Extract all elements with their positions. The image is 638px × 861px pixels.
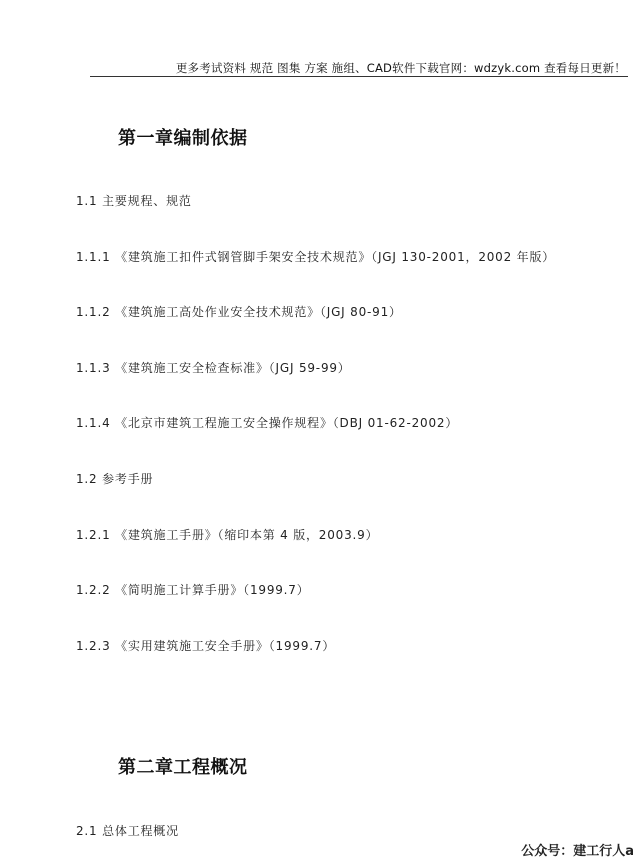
header-divider (90, 76, 628, 77)
section-1-2: 1.2 参考手册 (76, 472, 154, 486)
section-2-1: 2.1 总体工程概况 (76, 824, 179, 838)
item-1-2-3: 1.2.3 《实用建筑施工安全手册》（1999.7） (76, 639, 336, 653)
wechat-watermark: 公众号：建工行人a (521, 844, 634, 859)
item-1-1-2: 1.1.2 《建筑施工高处作业安全技术规范》（JGJ 80-91） (76, 305, 402, 319)
item-1-1-4: 1.1.4 《北京市建筑工程施工安全操作规程》（DBJ 01-62-2002） (76, 416, 459, 430)
chapter-1-title: 第一章编制依据 (118, 128, 248, 149)
item-1-2-2: 1.2.2 《简明施工计算手册》（1999.7） (76, 583, 310, 597)
item-1-1-3: 1.1.3 《建筑施工安全检查标准》（JGJ 59-99） (76, 361, 351, 375)
section-1-1: 1.1 主要规程、规范 (76, 194, 192, 208)
chapter-2-title: 第二章工程概况 (118, 757, 248, 778)
item-1-1-1: 1.1.1 《建筑施工扣件式钢管脚手架安全技术规范》（JGJ 130-2001，2002 年版） (76, 250, 556, 264)
item-1-2-1: 1.2.1 《建筑施工手册》（缩印本第 4 版，2003.9） (76, 528, 379, 542)
header-text: 更多考试资料 规范 图集 方案 施组、CAD软件下载官网：wdzyk.com 查看每日更新！ (175, 61, 626, 75)
